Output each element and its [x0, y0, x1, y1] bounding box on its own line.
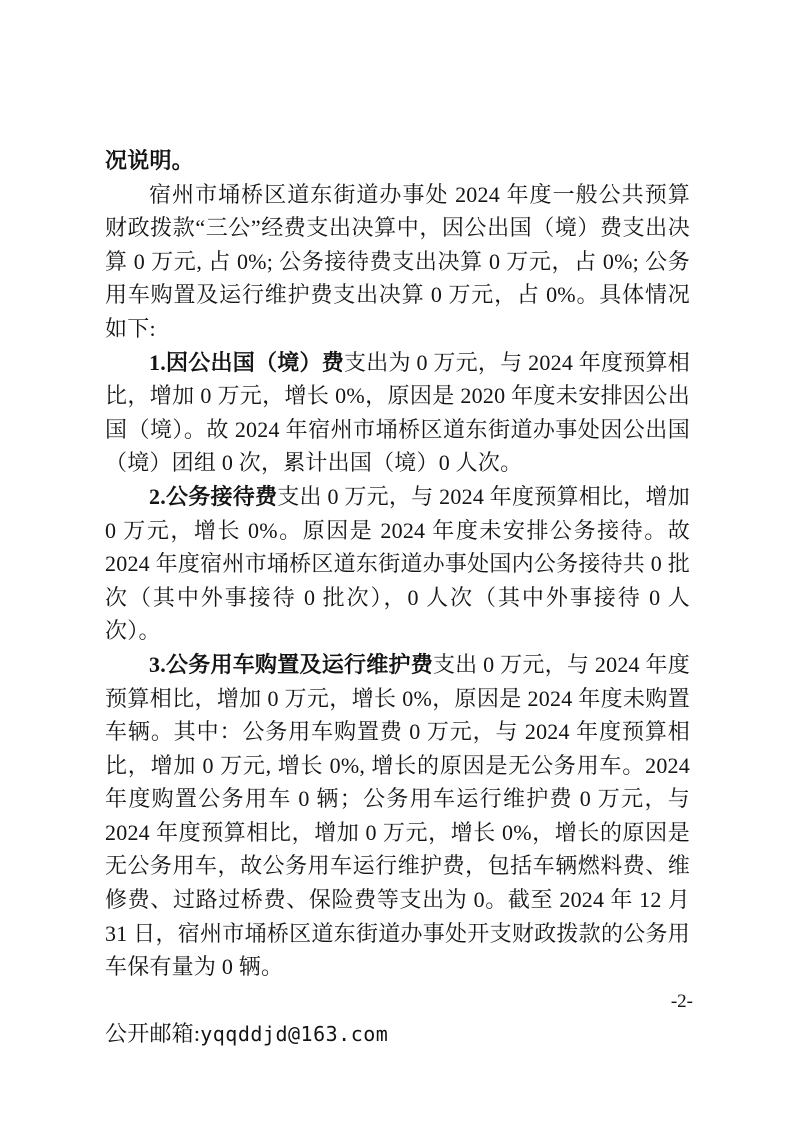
- item-3-lead: 3.公务用车购置及运行维护费: [149, 651, 433, 677]
- document-body: [105, 144, 690, 1052]
- expense-item-2: [105, 480, 690, 648]
- item-1-body: 支出为 0 万元，与 2024 年度预算相比，增加 0 万元，增长 0%，原因是 2020 年度未安排因公出国（境）。故 2024 年宿州市埇桥区道东街道办事处因公出国（境）团组 0 次，累计出国（境）0 人次。: [105, 349, 690, 476]
- item-2-body: 支出 0 万元，与 2024 年度预算相比，增加 0 万元，增长 0%。原因是 2024 年度未安排公务接待。故 2024 年度宿州市埇桥区道东街道办事处国内公务接待共 0 批次（其中外事接待 0 批次），0 人次（其中外事接待 0 人次）。: [105, 483, 691, 644]
- expense-item-3: [105, 648, 690, 984]
- contact-email-line: [105, 1017, 690, 1052]
- expense-item-1: [105, 346, 690, 480]
- item-3-body: 支出 0 万元，与 2024 年度预算相比，增加 0 万元，增长 0%，原因是 2024 年度未购置车辆。其中：公务用车购置费 0 万元，与 2024 年度预算相比，增加 0 万元, 增长 0%, 增长的原因是无公务用车。2024 年度购置公务用车 0 辆；公务用车运行维护费 0 万元，与 2024 年度预算相比，增加 0 万元，增长 0%，增长的原因是无公务用车，故公务用车运行维护费，包括车辆燃料费、维修费、过路过桥费、保险费等支出为 0。截至 2024 年 12 月 31 日，宿州市埇桥区道东街道办事处开支财政拨款的公务用车保有量为 0 辆。: [105, 651, 690, 980]
- email-label: 公开邮箱:: [105, 1021, 201, 1047]
- email-address: yqqddjd@163.com: [200, 1022, 389, 1047]
- item-2-lead: 2.公务接待费: [149, 483, 278, 509]
- section-heading-fragment: 况说明。: [105, 148, 194, 173]
- intro-paragraph: 宿州市埇桥区道东街道办事处 2024 年度一般公共预算财政拨款“三公”经费支出决算中，因公出国（境）费支出决算 0 万元, 占 0%; 公务接待费支出决算 0 万元，占 0%; 公务用车购置及运行维护费支出决算 0 万元，占 0%。具体情况如下:: [105, 181, 690, 341]
- page-number: -2-: [670, 991, 693, 1012]
- item-1-lead: 1.因公出国（境）费: [149, 349, 344, 375]
